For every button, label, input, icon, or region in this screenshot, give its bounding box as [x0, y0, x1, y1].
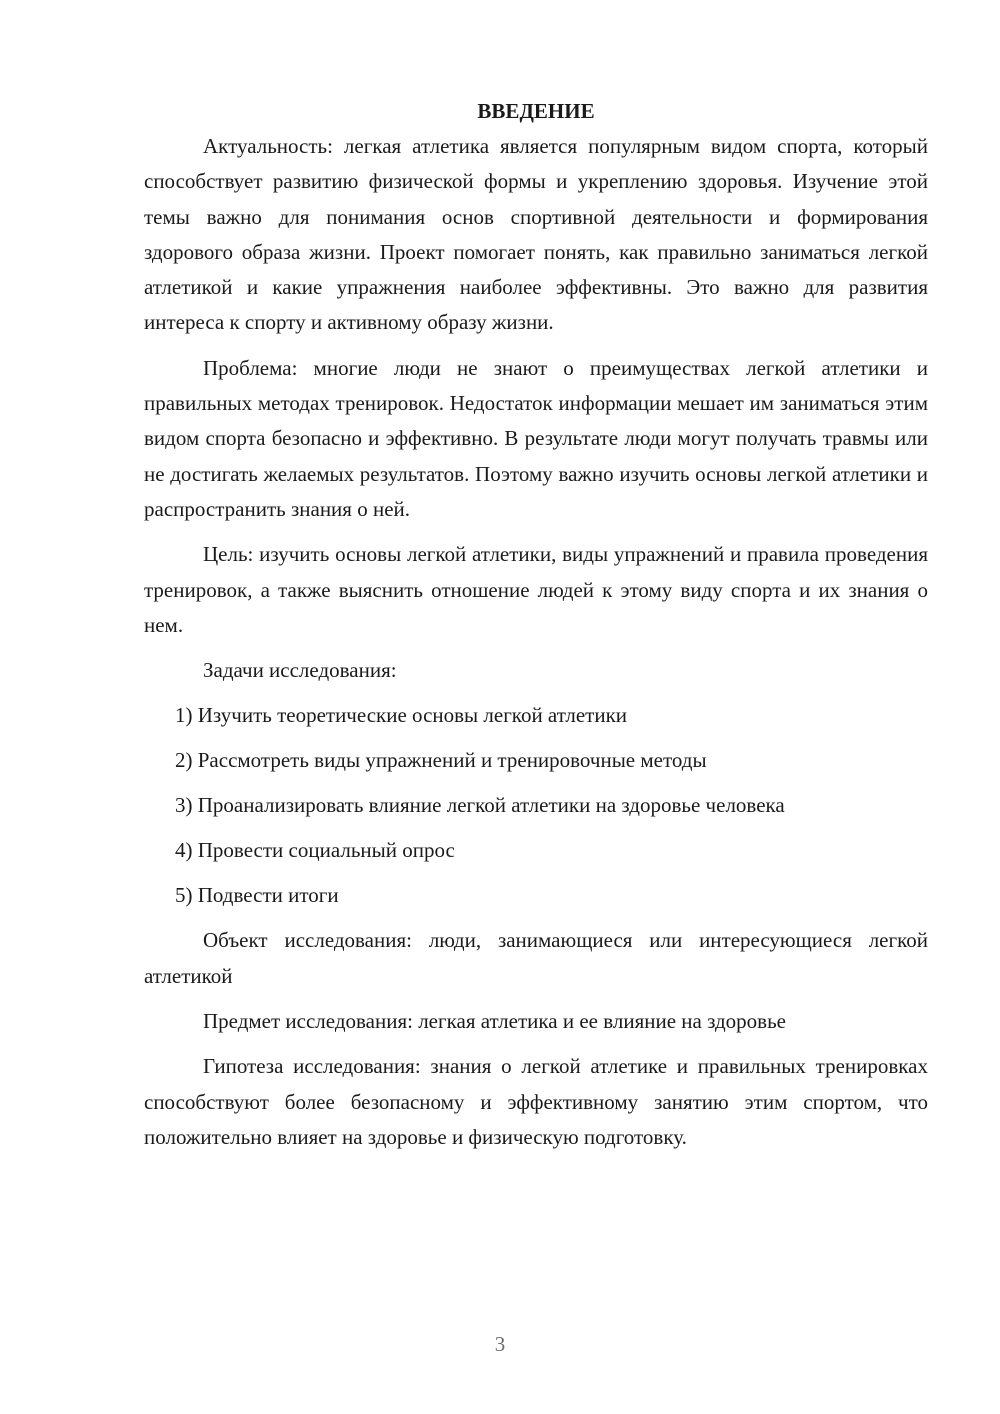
page-number: 3: [494, 1332, 506, 1356]
document-page: [144, 94, 928, 1165]
list-item: 1) Изучить теоретические основы легкой атлетики: [175, 703, 628, 728]
hypothesis-paragraph: Гипотеза исследования: знания о легкой атлетике и правильных тренировках способствуют более безопасному и эффективному занятию этим спортом, что положительно влияет на здоровье и физическую подготовку.: [144, 1054, 928, 1149]
list-item: 2) Рассмотреть виды упражнений и тренировочные методы: [175, 748, 707, 773]
problem-paragraph: Проблема: многие люди не знают о преимуществах легкой атлетики и правильных методах тренировок. Недостаток информации мешает им заниматься этим видом спорта безопасно и эффективно. В результате люди могут получать травмы или не достигать желаемых результатов. Поэтому важно изучить основы легкой атлетики и распространить знания о ней.: [144, 355, 928, 521]
list-item: 5) Подвести итоги: [175, 883, 339, 908]
list-item: 4) Провести социальный опрос: [175, 838, 455, 863]
goal-paragraph: Цель: изучить основы легкой атлетики, виды упражнений и правила проведения тренировок, а также выяснить отношение людей к этому виду спорта и их знания о нем.: [144, 542, 928, 637]
list-item: 3) Проанализировать влияние легкой атлетики на здоровье человека: [175, 793, 785, 818]
object-paragraph: Объект исследования: люди, занимающиеся или интересующиеся легкой атлетикой: [144, 928, 928, 988]
subject-paragraph: Предмет исследования: легкая атлетика и ее влияние на здоровье: [203, 1009, 786, 1034]
tasks-list: [144, 698, 928, 913]
relevance-paragraph: Актуальность: легкая атлетика является популярным видом спорта, который способствует развитию физической формы и укреплению здоровья. Изучение этой темы важно для понимания основ спортивной деятельности и формирования здорового образа жизни. Проект помогает понять, как правильно заниматься легкой атлетикой и какие упражнения наиболее эффективны. Это важно для развития интереса к спорту и активному образу жизни.: [144, 134, 928, 335]
page-title: ВВЕДЕНИЕ: [477, 99, 595, 123]
tasks-heading: Задачи исследования:: [203, 658, 397, 683]
